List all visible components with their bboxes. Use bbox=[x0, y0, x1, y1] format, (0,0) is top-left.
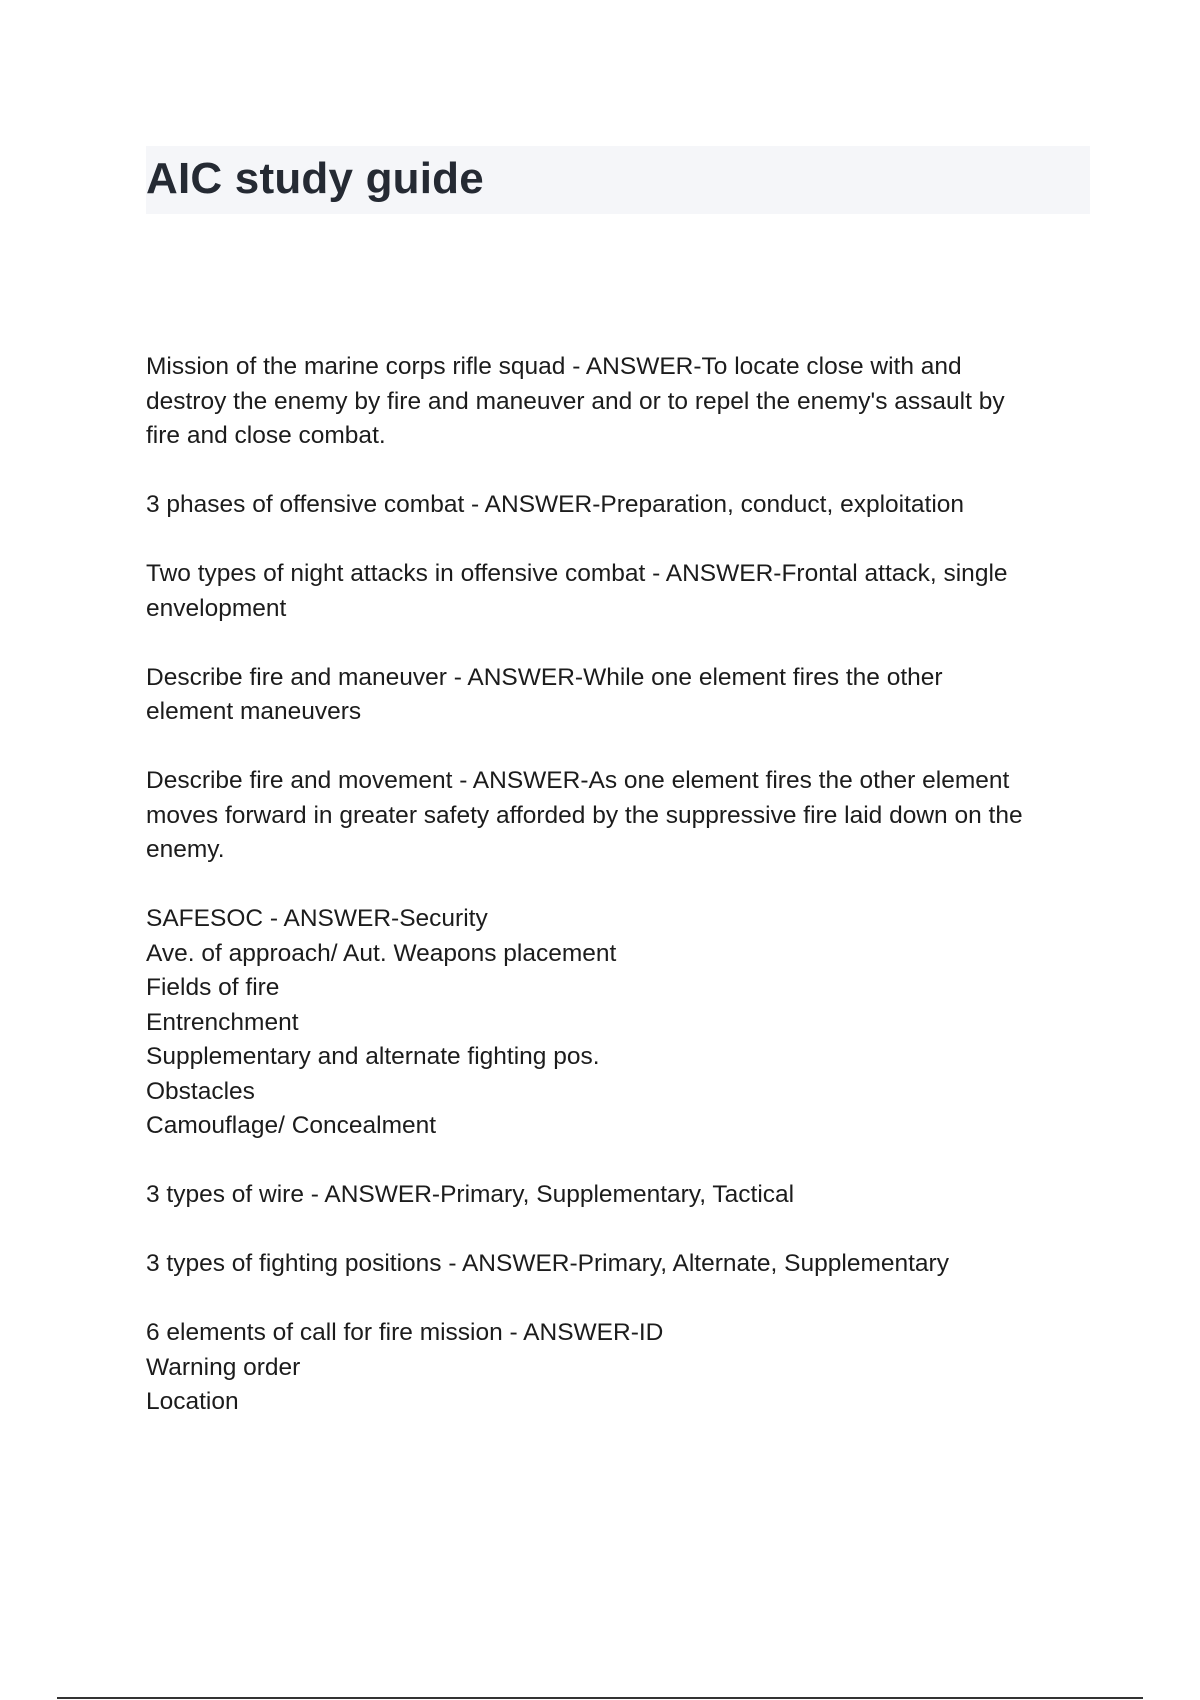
qa-entry bbox=[146, 902, 1096, 1144]
qa-entry bbox=[146, 1178, 1096, 1213]
qa-entry-line: 3 types of fighting positions - ANSWER-Primary, Alternate, Supplementary bbox=[146, 1250, 949, 1277]
qa-entry-line: enemy. bbox=[146, 836, 225, 863]
qa-entry bbox=[146, 1247, 1096, 1282]
qa-entry bbox=[146, 488, 1096, 523]
qa-entry-line: 3 types of wire - ANSWER-Primary, Supplementary, Tactical bbox=[146, 1181, 795, 1208]
qa-content bbox=[146, 350, 1096, 1454]
qa-entry-line: fire and close combat. bbox=[146, 422, 386, 449]
qa-entry-line: Describe fire and maneuver - ANSWER-While one element fires the other bbox=[146, 663, 943, 691]
qa-entry bbox=[146, 557, 1096, 626]
qa-entry-line: destroy the enemy by fire and maneuver and or to repel the enemy's assault by bbox=[146, 387, 1005, 415]
qa-entry-line: envelopment bbox=[146, 594, 287, 622]
qa-entry-line: 3 phases of offensive combat - ANSWER-Preparation, conduct, exploitation bbox=[146, 491, 965, 518]
qa-entry-line: 6 elements of call for fire mission - ANSWER-ID bbox=[146, 1319, 664, 1346]
qa-entry bbox=[146, 350, 1096, 454]
qa-entry-line: Warning order bbox=[146, 1353, 301, 1381]
footer-divider bbox=[57, 1697, 1143, 1699]
qa-entry-line: Supplementary and alternate fighting pos. bbox=[146, 1043, 600, 1070]
qa-entry-line: Mission of the marine corps rifle squad - ANSWER-To locate close with and bbox=[146, 353, 962, 380]
qa-entry-line: Ave. of approach/ Aut. Weapons placement bbox=[146, 939, 617, 967]
title-band bbox=[146, 146, 1090, 214]
qa-entry-line: Camouflage/ Concealment bbox=[146, 1112, 437, 1139]
qa-entry bbox=[146, 661, 1096, 730]
qa-entry-line: element maneuvers bbox=[146, 698, 362, 725]
qa-entry-line: Entrenchment bbox=[146, 1008, 299, 1036]
qa-entry-line: Location bbox=[146, 1388, 239, 1415]
qa-entry bbox=[146, 764, 1096, 868]
qa-entry-line: SAFESOC - ANSWER-Security bbox=[146, 905, 488, 932]
qa-entry-line: Two types of night attacks in offensive combat - ANSWER-Frontal attack, single bbox=[146, 560, 1008, 587]
qa-entry-line: moves forward in greater safety afforded by the suppressive fire laid down on the bbox=[146, 801, 1023, 829]
qa-entry bbox=[146, 1316, 1096, 1420]
qa-entry-line: Describe fire and movement - ANSWER-As one element fires the other element bbox=[146, 767, 1010, 794]
page-title: AIC study guide bbox=[146, 154, 484, 203]
qa-entry-line: Fields of fire bbox=[146, 974, 280, 1001]
qa-entry-line: Obstacles bbox=[146, 1077, 255, 1105]
